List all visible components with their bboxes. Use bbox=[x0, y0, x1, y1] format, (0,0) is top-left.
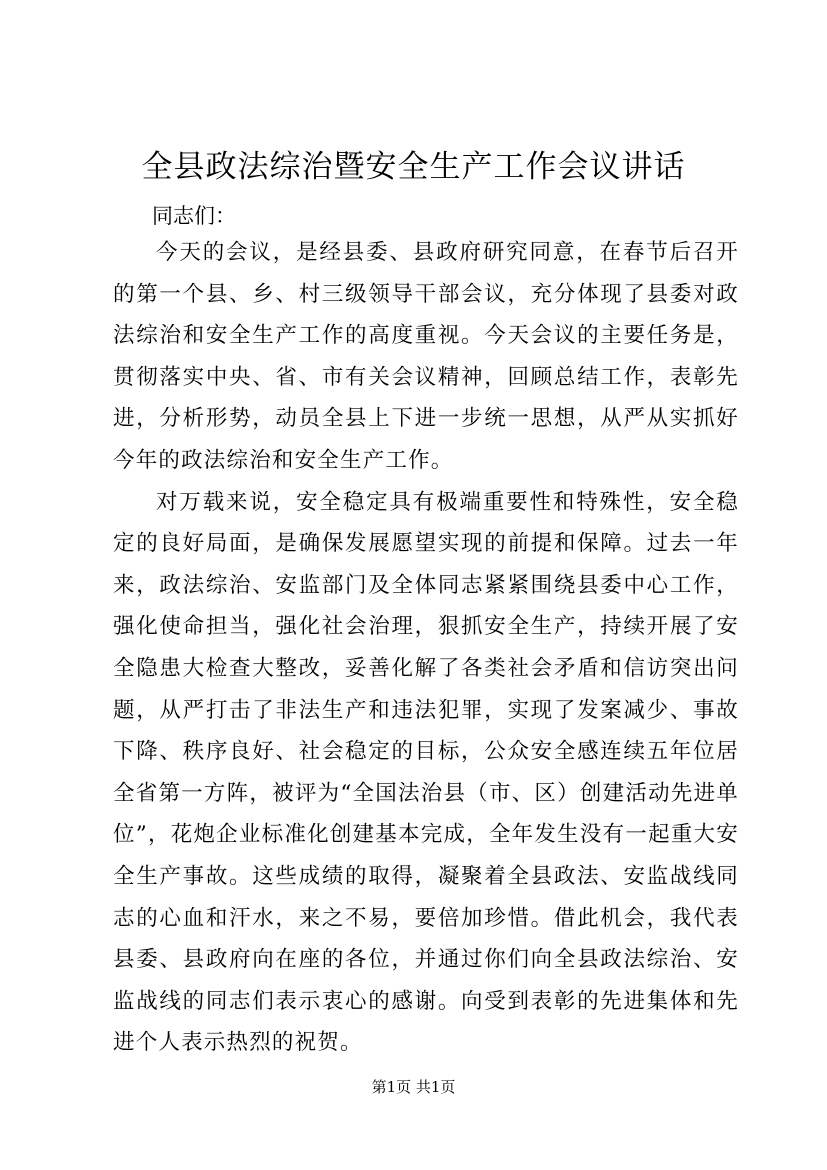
greeting: 同志们： bbox=[152, 204, 236, 228]
paragraph: 对万载来说，安全稳定具有极端重要性和特殊性，安全稳定的良好局面，是确保发展愿望实现的前提和保障。过去一年来，政法综治、安监部门及全体同志紧紧围绕县委中心工作，强化使命担当，强化社会治理，狠抓安全生产，持续开展了安全隐患大检查大整改，妥善化解了各类社会矛盾和信访突出问题，从严打击了非法生产和违法犯罪，实现了发案减少、事故下降、秩序良好、社会稳定的目标，公众安全感连续五年位居全省第一方阵，被评为“全国法治县（市、区）创建活动先进单位”，花炮企业标准化创建基本完成，全年发生没有一起重大安全生产事故。这些成绩的取得，凝聚着全县政法、安监战线同志的心血和汗水，来之不易，要倍加珍惜。借此机会，我代表县委、县政府向在座的各位，并通过你们向全县政法综治、安监战线的同志们表示衷心的感谢。向受到表彰的先进集体和先进个人表示热烈的祝贺。 bbox=[113, 489, 739, 1056]
document-body bbox=[113, 232, 739, 1064]
page-footer: 第1页 共1页 bbox=[371, 1078, 456, 1096]
paragraph: 今天的会议，是经县委、县政府研究同意，在春节后召开的第一个县、乡、村三级领导干部会议，充分体现了县委对政法综治和安全生产工作的高度重视。今天会议的主要任务是，贯彻落实中央、省、市有关会议精神，回顾总结工作，表彰先进，分析形势，动员全县上下进一步统一思想，从严从实抓好今年的政法综治和安全生产工作。 bbox=[113, 240, 739, 473]
document-title: 全县政法综治暨安全生产工作会议讲话 bbox=[141, 149, 686, 185]
